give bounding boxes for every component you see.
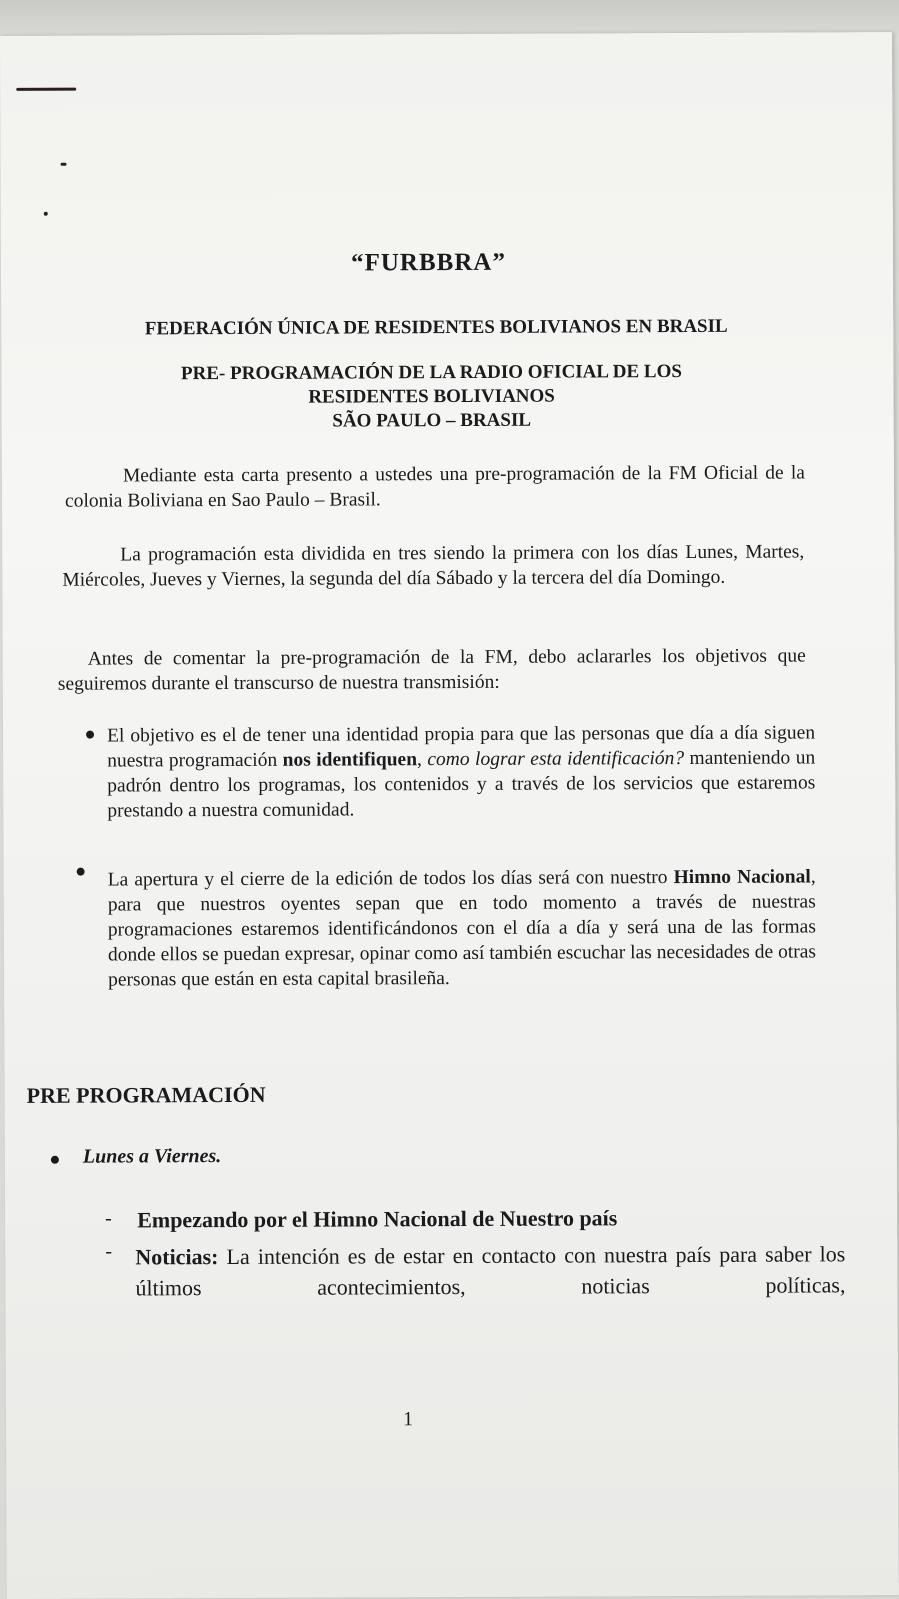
emphasis-bold: Himno Nacional	[673, 866, 811, 889]
objective-bullet-identity: El objetivo es el de tener una identidad propia para que las personas que día a día siguen nuestra programación nos identifiquen, como lograr esta identificación? manteniendo un padrón dentro los programas, los contenidos y a través de los servicios que estaremos prestando a nuestra comunidad.	[107, 722, 816, 822]
schedule-label: Lunes a Viernes.	[82, 1145, 222, 1168]
pen-mark	[44, 212, 48, 216]
news-label: Noticias:	[135, 1244, 219, 1270]
schedule-item-anthem: Empezando por el Himno Nacional de Nuestro país	[137, 1205, 618, 1233]
document-page	[0, 32, 899, 1599]
federation-heading: FEDERACIÓN ÚNICA DE RESIDENTES BOLIVIANOS EN BRASIL	[144, 315, 728, 340]
schedule-item-news: Noticias: La intención es de estar en contacto con nuestra país para saber los últimos acontecimientos, noticias políticas,	[135, 1241, 846, 1301]
section-heading: PRE PROGRAMACIÓN	[26, 1081, 266, 1108]
emphasis-italic: como lograr esta identificación?	[427, 748, 685, 771]
objectives-paragraph: Antes de comentar la pre-programación de la FM, debo aclararles los objetivos que seguiremos durante el transcurso de nuestra transmisión:	[57, 645, 806, 695]
program-title-line: RESIDENTES BOLIVIANOS	[308, 385, 555, 408]
emphasis-bold: nos identifiquen	[282, 749, 418, 771]
document-title: “FURBBRA”	[351, 248, 506, 277]
pen-mark	[61, 163, 67, 166]
program-title-line: PRE- PROGRAMACIÓN DE LA RADIO OFICIAL DE LOS	[180, 361, 682, 385]
page-number: 1	[402, 1408, 414, 1431]
structure-paragraph: La programación esta dividida en tres siendo la primera con los días Lunes, Martes, Miércoles, Jueves y Viernes, la segunda del día Sábado y la tercera del día Domingo.	[62, 541, 805, 591]
bullet-marker	[86, 731, 94, 739]
bullet-marker	[77, 868, 85, 876]
program-title	[121, 360, 741, 435]
intro-paragraph: Mediante esta carta presento a ustedes una pre-programación de la FM Oficial de la colonia Boliviana en Sao Paulo – Brasil.	[64, 462, 805, 512]
program-title-line: SÃO PAULO – BRASIL	[332, 409, 532, 432]
dash-marker: -	[105, 1240, 113, 1263]
objective-bullet-anthem: La apertura y el cierre de la edición de todos los días será con nuestro Himno Nacional, para que nuestros oyentes sepan que en todo momento a través de nuestras programaciones estaremos identificándonos con el día a día y será una de las formas donde ellos se puedan expresar, opinar como así también escuchar las necesidades de otras personas que están en esta capital brasileña.	[107, 866, 817, 991]
dash-marker: -	[105, 1207, 112, 1230]
bullet-marker	[51, 1156, 59, 1164]
pen-mark	[16, 88, 76, 91]
